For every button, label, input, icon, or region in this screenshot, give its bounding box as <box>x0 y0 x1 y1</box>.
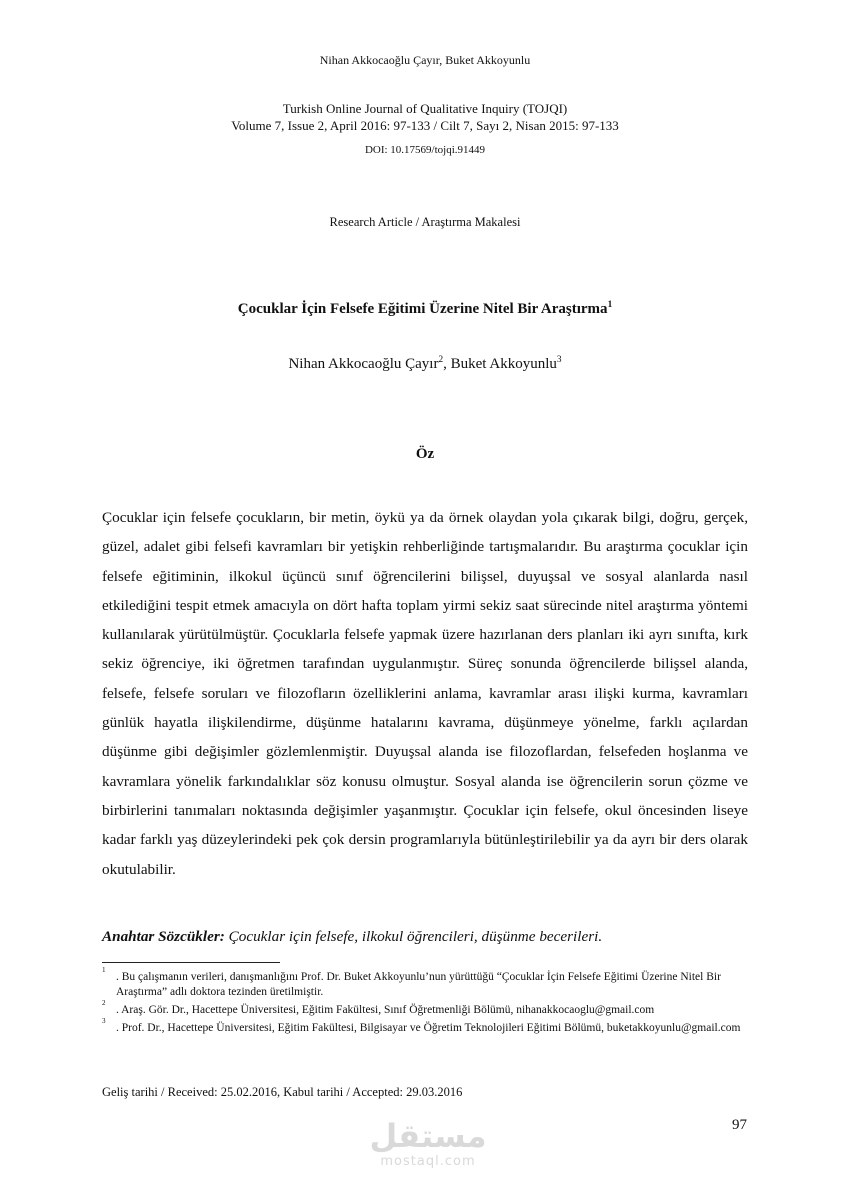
page-number: 97 <box>732 1117 747 1133</box>
abstract-body: Çocuklar için felsefe çocukların, bir metin, öykü ya da örnek olaydan yola çıkarak bilgi, doğru, gerçek, güzel, adalet gibi felsefi kavramları bir yetişkin rehberliğinde tartışmalarıdır. Bu araştırma çocuklar için felsefe eğitiminin, ilkokul üçüncü sınıf öğrencilerini bilişsel, duyuşsal ve sosyal alanlarda nasıl etkilediğini tespit etmek amacıyla on dört hafta toplam yirmi sekiz saat sürecinde nitel araştırma yöntemi kullanılarak yürütülmüştür. Çocuklarla felsefe yapmak üzere hazırlanan ders planları iki ayrı sınıfta, kırk sekiz öğrenciye, iki öğretmen tarafından uygulanmıştır. Süreç sonunda öğrencilerde bilişsel alanda, felsefe, felsefe soruları ve filozofların özelliklerini anlama, kavramlar arası ilişki kurma, kavramları günlük hayatla ilişkilendirme, düşünme hatalarını kavrama, düşünmeye yönelme, farklı açılardan düşünme gibi değişimler gözlemlenmiştir. Duyuşsal alanda ise filozoflardan, felsefeden hoşlanma ve kavramlara yönelik farkındalıklar söz konusu olmuştur. Sosyal alanda ise öğrencilerin sorun çözme ve birbirlerini tanımaları noktasında değişimler yaşanmıştır. Çocuklar için felsefe, okul öncesinden liseye kadar farklı yaş düzeylerindeki pek çok dersin programlarıyla bütünleştirilebilir ya da ayrı bir ders olarak okutulabilir. <box>102 509 748 878</box>
author-separator: , <box>443 356 451 372</box>
footnote-1: 1 . Bu çalışmanın verileri, danışmanlığını Prof. Dr. Buket Akkoyunlu’nun yürüttüğü “Çocuklar İçin Felsefe Eğitimi Üzerine Nitel Bir Araştırma” adlı doktora tezinden üretilmiştir. <box>102 966 721 998</box>
keywords-label: Anahtar Sözcükler: <box>102 928 225 945</box>
submission-dates: Geliş tarihi / Received: 25.02.2016, Kabul tarihi / Accepted: 29.03.2016 <box>102 1085 463 1099</box>
doi: DOI: 10.17569/tojqi.91449 <box>364 144 486 156</box>
footnote-1-text: . Bu çalışmanın verileri, danışmanlığını Prof. Dr. Buket Akkoyunlu’nun yürüttüğü “Çocuklar İçin Felsefe Eğitimi Üzerine Nitel Bir Araştırma” adlı doktora tezinden üretilmiştir. <box>116 971 721 998</box>
journal-volume: Volume 7, Issue 2, April 2016: 97-133 / Cilt 7, Sayı 2, Nisan 2015: 97-133 <box>231 118 619 133</box>
author-2-marker: 3 <box>556 355 562 365</box>
journal-name: Turkish Online Journal of Qualitative Inquiry (TOJQI) <box>282 101 568 116</box>
footnote-3: 3 . Prof. Dr., Hacettepe Üniversitesi, Eğitim Fakültesi, Bilgisayar ve Öğretim Teknolojileri Eğitimi Bölümü, buketakkoyunlu@gmail.com <box>102 1017 741 1034</box>
title-footnote-marker: 1 <box>607 300 613 310</box>
journal-info <box>0 100 850 134</box>
title-text: Çocuklar İçin Felsefe Eğitimi Üzerine Nitel Bir Araştırma <box>237 301 608 317</box>
article-title <box>0 301 850 318</box>
author-1-name: Nihan Akkocaoğlu Çayır <box>288 356 439 372</box>
article-type: Research Article / Araştırma Makalesi <box>329 215 521 229</box>
footnotes <box>102 966 748 1039</box>
author-list <box>0 356 850 373</box>
footnote-2: 2 . Araş. Gör. Dr., Hacettepe Üniversitesi, Eğitim Fakültesi, Sınıf Öğretmenliği Bölümü, nihanakkocaoglu@gmail.com <box>102 999 655 1016</box>
footnote-separator <box>102 962 280 963</box>
keywords-text: Çocuklar için felsefe, ilkokul öğrencileri, düşünme becerileri. <box>224 928 603 945</box>
running-head: Nihan Akkocaoğlu Çayır, Buket Akkoyunlu <box>319 53 531 67</box>
watermark-arabic: مستقل <box>369 1117 487 1155</box>
footnote-3-text: . Prof. Dr., Hacettepe Üniversitesi, Eğitim Fakültesi, Bilgisayar ve Öğretim Teknolojileri Eğitimi Bölümü, buketakkoyunlu@gmail.com <box>116 1022 741 1034</box>
footnote-2-text: . Araş. Gör. Dr., Hacettepe Üniversitesi, Eğitim Fakültesi, Sınıf Öğretmenliği Bölümü, nihanakkocaoglu@gmail.com <box>116 1004 655 1016</box>
keywords <box>102 928 748 946</box>
abstract-heading: Öz <box>415 446 435 462</box>
author-2-name: Buket Akkoyunlu <box>450 356 557 372</box>
author-1-marker: 2 <box>438 355 444 365</box>
watermark-logo <box>368 1118 488 1180</box>
watermark-latin: mostaql.com <box>380 1154 476 1169</box>
